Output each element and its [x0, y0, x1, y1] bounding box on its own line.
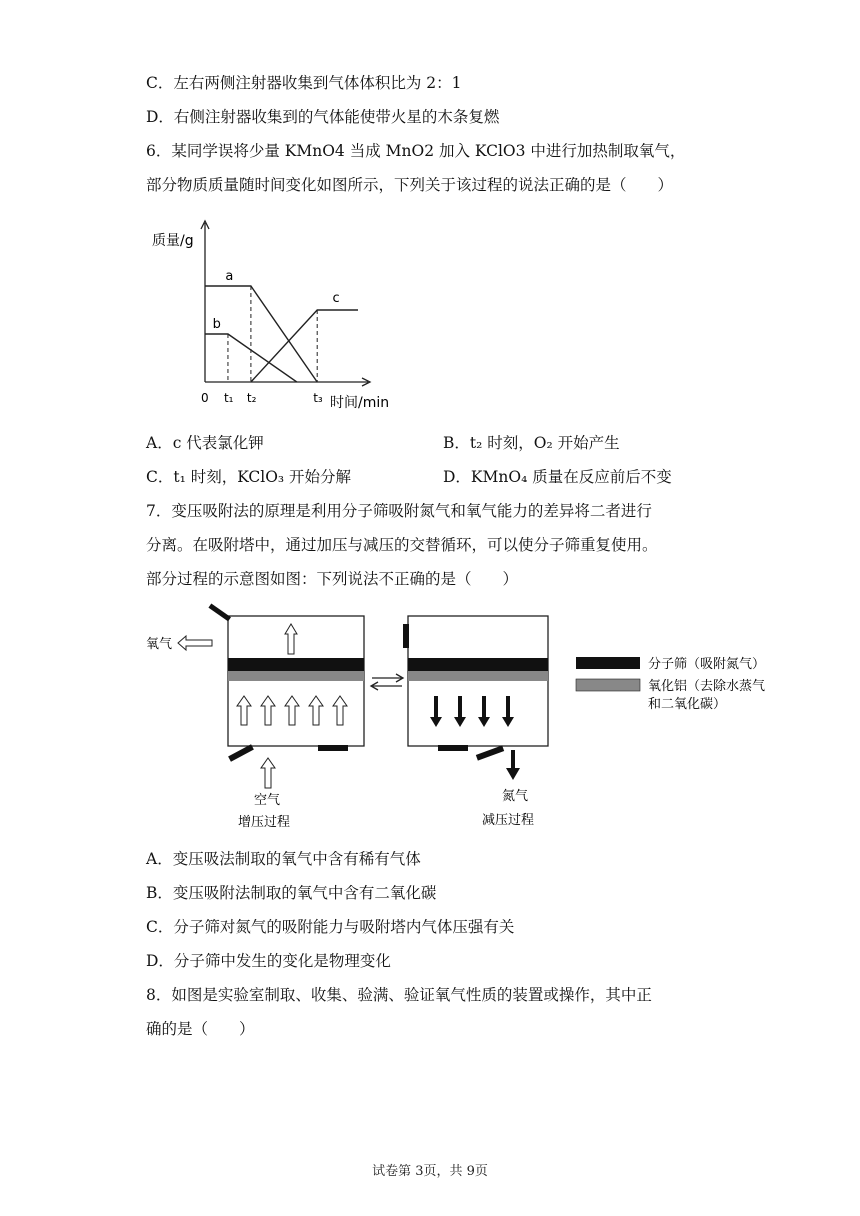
right-sieve-layer: [408, 658, 548, 671]
right-alumina-layer: [408, 671, 548, 681]
x-tick-label: t₂: [246, 391, 257, 405]
x-tick-label: t₁: [223, 391, 234, 405]
q5-option-d: D．右侧注射器收集到的气体能使带火星的木条复燃: [146, 108, 500, 126]
right-top-valve: [403, 624, 409, 648]
x-tick-label: 0: [201, 391, 209, 405]
right-bottom-valve-1: [438, 745, 468, 751]
legend-alumina-label-2: 和二氧化碳）: [648, 697, 727, 712]
exchange-arrow-icon: [371, 674, 403, 690]
q8-stem-line-1: 8．如图是实验室制取、收集、验满、验证氧气性质的装置或操作，其中正: [146, 986, 652, 1004]
left-bottom-valve-1: [228, 744, 254, 762]
series-label-a: a: [225, 269, 234, 284]
x-tick-label: t₃: [313, 391, 323, 405]
left-sieve-layer: [228, 658, 364, 671]
legend-alumina-label-1: 氧化铝（去除水蒸气: [648, 679, 766, 694]
oxygen-label: 氧气: [146, 637, 173, 652]
q8-stem-line-2: 确的是（ ）: [146, 1020, 255, 1038]
legend-sieve-label: 分子筛（吸附氮气）: [648, 657, 766, 672]
depressurize-label: 减压过程: [482, 813, 535, 828]
chart-ylabel: 质量/g: [152, 233, 194, 249]
q7-option-b: B．变压吸附法制取的氧气中含有二氧化碳: [146, 884, 437, 902]
air-in-arrow-icon: [261, 758, 275, 788]
q7-stem-line-3: 部分过程的示意图如图：下列说法不正确的是（ ）: [146, 570, 519, 588]
series-line-c: [251, 310, 358, 382]
q6-stem-line-1: 6．某同学误将少量 KMnO4 当成 MnO2 加入 KClO3 中进行加热制取氧气，: [146, 142, 686, 160]
series-label-b: b: [212, 317, 221, 332]
pressurize-label: 增压过程: [238, 815, 291, 830]
q6-stem-line-2: 部分物质质量随时间变化如图所示，下列关于该过程的说法正确的是（ ）: [146, 176, 674, 194]
left-bottom-valve-2: [318, 745, 348, 751]
legend-alumina-swatch: [576, 679, 640, 691]
oxygen-out-arrow-icon: [178, 636, 212, 650]
page-footer: 试卷第 3页，共 9页: [372, 1164, 488, 1179]
q7-option-a: A．变压吸法制取的氧气中含有稀有气体: [146, 850, 421, 868]
left-up-arrows-group: [237, 696, 347, 725]
series-label-c: c: [332, 291, 340, 306]
pressure-swing-adsorption-diagram: [140, 600, 800, 840]
q7-stem-line-1: 7．变压吸附法的原理是利用分子筛吸附氮气和氧气能力的差异将二者进行: [146, 502, 652, 520]
right-down-arrows-group: [430, 696, 514, 727]
q6-option-b: B．t₂ 时刻，O₂ 开始产生: [443, 434, 620, 452]
chart-xlabel: 时间/min: [330, 395, 390, 411]
q7-stem-line-2: 分离。在吸附塔中，通过加压与减压的交替循环，可以使分子筛重复使用。: [146, 536, 658, 554]
air-label: 空气: [254, 793, 281, 808]
q7-option-d: D．分子筛中发生的变化是物理变化: [146, 952, 391, 970]
left-top-valve: [208, 603, 231, 621]
left-alumina-layer: [228, 671, 364, 681]
q7-option-c: C．分子筛对氮气的吸附能力与吸附塔内气体压强有关: [146, 918, 515, 936]
q5-option-c: C．左右两侧注射器收集到气体体积比为 2：1: [146, 74, 462, 92]
nitrogen-out-arrow-icon: [506, 750, 520, 780]
q6-option-d: D．KMnO₄ 质量在反应前后不变: [443, 468, 672, 486]
left-up-arrow-icon: [285, 624, 297, 654]
mass-time-chart: [140, 215, 400, 415]
q6-option-c: C．t₁ 时刻，KClO₃ 开始分解: [146, 468, 352, 486]
right-bottom-valve-2: [476, 745, 504, 760]
legend-sieve-swatch: [576, 657, 640, 669]
nitrogen-label: 氮气: [502, 789, 529, 804]
q6-option-a: A．c 代表氯化钾: [146, 434, 264, 452]
